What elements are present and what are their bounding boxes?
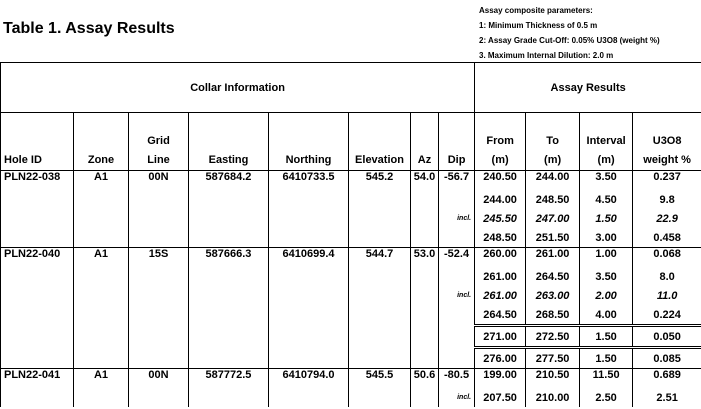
interval-cell: 11.50 xyxy=(580,369,633,389)
from-cell: 245.50 xyxy=(475,209,526,228)
table-row xyxy=(1,209,701,228)
note-line: 2: Assay Grade Cut-Off: 0.05% U3O8 (weight %) xyxy=(479,36,660,45)
from-cell: 248.50 xyxy=(475,228,526,248)
az-cell: 53.0 xyxy=(411,248,439,268)
grid-line-cell: 00N xyxy=(129,171,189,191)
easting-header: Easting xyxy=(189,113,269,171)
to-cell: 263.00 xyxy=(526,286,580,305)
interval-cell: 1.50 xyxy=(580,209,633,228)
note-line: 1: Minimum Thickness of 0.5 m xyxy=(479,21,598,30)
table-row xyxy=(1,305,701,326)
easting-cell: 587666.3 xyxy=(189,248,269,268)
u3o8-cell: 0.237 xyxy=(633,171,701,191)
dip-cell: -52.4 xyxy=(439,248,475,268)
to-header: To (m) xyxy=(526,113,580,171)
interval-cell: 3.50 xyxy=(580,171,633,191)
zone-cell: A1 xyxy=(74,171,129,191)
u3o8-cell: 0.458 xyxy=(633,228,701,248)
u3o8-cell: 0.085 xyxy=(633,348,701,369)
incl-label: incl. xyxy=(439,388,475,407)
table-title: Table 1. Assay Results xyxy=(3,20,175,37)
elevation-cell: 545.5 xyxy=(349,369,411,389)
to-cell: 261.00 xyxy=(526,248,580,268)
incl-label: incl. xyxy=(439,209,475,228)
northing-cell: 6410699.4 xyxy=(269,248,349,268)
from-cell: 199.00 xyxy=(475,369,526,389)
composite-parameters-notes xyxy=(479,3,660,63)
dip-header: Dip xyxy=(439,113,475,171)
from-cell: 244.00 xyxy=(475,190,526,209)
u3o8-cell: 9.8 xyxy=(633,190,701,209)
to-cell: 277.50 xyxy=(526,348,580,369)
from-cell: 261.00 xyxy=(475,286,526,305)
interval-cell: 2.50 xyxy=(580,388,633,407)
table-row xyxy=(1,286,701,305)
az-cell: 50.6 xyxy=(411,369,439,389)
hole-id-cell: PLN22-041 xyxy=(1,369,74,389)
from-cell: 240.50 xyxy=(475,171,526,191)
note-line: Assay composite parameters: xyxy=(479,6,593,15)
u3o8-cell: 0.068 xyxy=(633,248,701,268)
u3o8-cell: 22.9 xyxy=(633,209,701,228)
dip-cell: -56.7 xyxy=(439,171,475,191)
from-cell: 261.00 xyxy=(475,267,526,286)
grid-line-cell: 00N xyxy=(129,369,189,389)
table-row xyxy=(1,248,701,268)
northing-cell: 6410794.0 xyxy=(269,369,349,389)
from-cell: 276.00 xyxy=(475,348,526,369)
u3o8-cell: 8.0 xyxy=(633,267,701,286)
table-row xyxy=(1,388,701,407)
interval-cell: 3.50 xyxy=(580,267,633,286)
grid-line-cell: 15S xyxy=(129,248,189,268)
zone-header: Zone xyxy=(74,113,129,171)
to-cell: 251.50 xyxy=(526,228,580,248)
table-row xyxy=(1,171,701,191)
u3o8-cell: 0.224 xyxy=(633,305,701,326)
table-row xyxy=(1,267,701,286)
interval-header: Interval (m) xyxy=(580,113,633,171)
u3o8-header: U3O8 weight % xyxy=(633,113,701,171)
from-cell: 271.00 xyxy=(475,326,526,348)
to-cell: 268.50 xyxy=(526,305,580,326)
interval-cell: 4.50 xyxy=(580,190,633,209)
to-cell: 272.50 xyxy=(526,326,580,348)
from-header: From (m) xyxy=(475,113,526,171)
zone-cell: A1 xyxy=(74,248,129,268)
assay-results-header: Assay Results xyxy=(475,63,701,113)
interval-cell: 3.00 xyxy=(580,228,633,248)
northing-header: Northing xyxy=(269,113,349,171)
elevation-header: Elevation xyxy=(349,113,411,171)
hole-id-cell: PLN22-040 xyxy=(1,248,74,268)
note-line: 3. Maximum Internal Dilution: 2.0 m xyxy=(479,51,614,60)
hole-id-header: Hole ID xyxy=(1,113,74,171)
table-row xyxy=(1,228,701,248)
interval-cell: 1.50 xyxy=(580,348,633,369)
az-header: Az xyxy=(411,113,439,171)
table-row xyxy=(1,348,701,369)
u3o8-cell: 11.0 xyxy=(633,286,701,305)
u3o8-cell: 0.689 xyxy=(633,369,701,389)
to-cell: 210.50 xyxy=(526,369,580,389)
table-row xyxy=(1,190,701,209)
interval-cell: 1.50 xyxy=(580,326,633,348)
hole-id-cell: PLN22-038 xyxy=(1,171,74,191)
easting-cell: 587772.5 xyxy=(189,369,269,389)
from-cell: 264.50 xyxy=(475,305,526,326)
collar-information-header: Collar Information xyxy=(1,63,475,113)
assay-results-table xyxy=(0,62,701,407)
from-cell: 207.50 xyxy=(475,388,526,407)
elevation-cell: 545.2 xyxy=(349,171,411,191)
to-cell: 248.50 xyxy=(526,190,580,209)
u3o8-cell: 2.51 xyxy=(633,388,701,407)
incl-label: incl. xyxy=(439,286,475,305)
to-cell: 247.00 xyxy=(526,209,580,228)
interval-cell: 1.00 xyxy=(580,248,633,268)
from-cell: 260.00 xyxy=(475,248,526,268)
easting-cell: 587684.2 xyxy=(189,171,269,191)
interval-cell: 2.00 xyxy=(580,286,633,305)
table-row xyxy=(1,326,701,348)
zone-cell: A1 xyxy=(74,369,129,389)
u3o8-cell: 0.050 xyxy=(633,326,701,348)
to-cell: 244.00 xyxy=(526,171,580,191)
grid-line-header: Grid Line xyxy=(129,113,189,171)
az-cell: 54.0 xyxy=(411,171,439,191)
to-cell: 264.50 xyxy=(526,267,580,286)
to-cell: 210.00 xyxy=(526,388,580,407)
table-row xyxy=(1,369,701,389)
dip-cell: -80.5 xyxy=(439,369,475,389)
interval-cell: 4.00 xyxy=(580,305,633,326)
elevation-cell: 544.7 xyxy=(349,248,411,268)
northing-cell: 6410733.5 xyxy=(269,171,349,191)
